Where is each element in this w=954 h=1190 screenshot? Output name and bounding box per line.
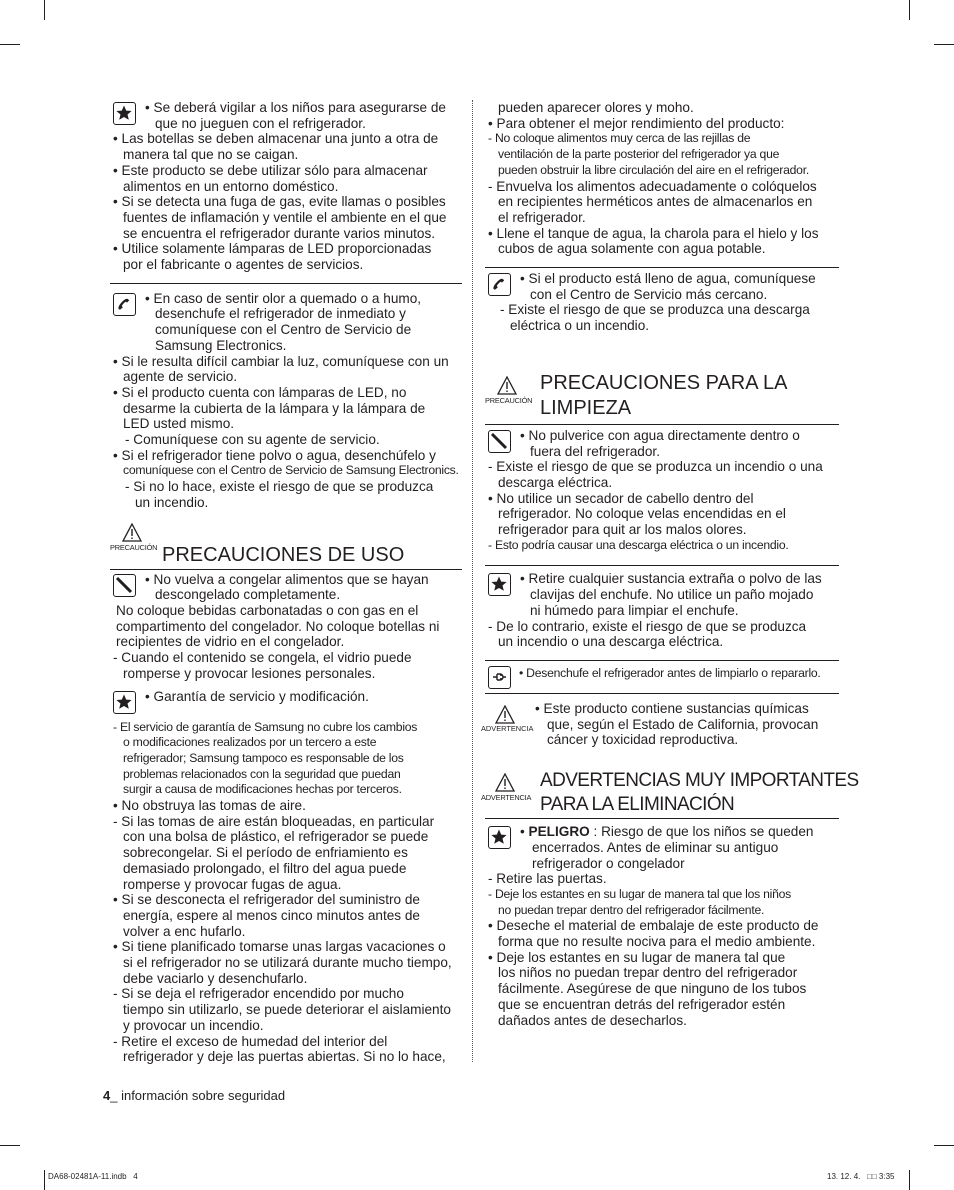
caution-label: PRECAUCIÓN: [110, 542, 158, 552]
text-line: • Este producto se debe utilizar sólo para almacenar: [113, 162, 428, 178]
text-line: • En caso de sentir olor a quemado o a humo,: [145, 290, 422, 306]
text-line: - Envuelva los alimentos adecuadamente o colóquelos: [488, 178, 817, 194]
crop-mark: [934, 44, 954, 45]
text-line: fuera del refrigerador.: [530, 443, 660, 459]
text-line: se encuentra el refrigerador durante varios minutos.: [123, 225, 436, 241]
slug-right: 13. 12. 4. □□ 3:35: [827, 1172, 895, 1181]
text-line: por el fabricante o agentes de servicios.: [123, 257, 364, 273]
text-line: • Deje los estantes en su lugar de manera tal que: [488, 949, 786, 965]
text-line: • Si le resulta difícil cambiar la luz, comuníquese con un: [113, 353, 449, 369]
text-line: No coloque bebidas carbonatadas o con gas en el: [116, 602, 419, 618]
crop-mark: [909, 0, 910, 20]
right-block-4: [485, 571, 839, 650]
text-line: LED usted mismo.: [123, 416, 235, 432]
section-title: PRECAUCIONES DE USO: [162, 543, 405, 566]
text-line: y provocar un incendio.: [123, 1017, 264, 1033]
text-line: refrigerador y deje las puertas abiertas. Si no lo hace,: [123, 1049, 446, 1065]
warning-icon: [495, 705, 515, 724]
crop-mark: [909, 1170, 910, 1190]
text-line: • No obstruya las tomas de aire.: [113, 798, 306, 814]
text-line: • Si el producto está lleno de agua, comuníquese: [520, 271, 816, 287]
text-line: fuentes de inflamación y ventile el ambiente en el que: [123, 209, 447, 225]
column-divider: [472, 100, 473, 1062]
text-line: • Utilice solamente lámparas de LED proporcionadas: [113, 241, 432, 257]
text-line: manera tal que no se caigan.: [123, 147, 299, 163]
section-title: PRECAUCIONES PARA LA: [540, 371, 788, 394]
text-line: - De lo contrario, existe el riesgo de que se produzca: [488, 618, 807, 634]
warning-triangle: [481, 773, 532, 803]
text-line: pueden obstruir la libre circulación del aire en el refrigerador.: [498, 162, 809, 177]
text-line: • No utilice un secador de cabello dentro del: [488, 490, 754, 506]
text-line: ni húmedo para limpiar el enchufe.: [530, 602, 739, 618]
section-title: ADVERTENCIAS MUY IMPORTANTES: [540, 770, 859, 792]
section-title: PARA LA ELIMINACIÓN: [540, 794, 735, 816]
text-line: surgir a causa de modificaciones hechas por terceros.: [123, 782, 402, 797]
caution-label: PRECAUCIÓN: [485, 395, 533, 405]
text-line: refrigerador. No coloque velas encendidas en el: [498, 506, 786, 522]
text-line: comuníquese con el Centro de Servicio de Samsung Electronics.: [123, 463, 459, 478]
right-block-7: [485, 824, 839, 1028]
bullet: •: [520, 824, 529, 840]
star-icon: [488, 826, 511, 849]
caution-triangle: [485, 376, 533, 405]
crop-mark: [0, 1145, 20, 1146]
text-line: - El servicio de garantía de Samsung no cubre los cambios: [113, 719, 418, 734]
text-line: debe vaciarlo y desenchufarlo.: [123, 970, 308, 986]
text-line: • Retire cualquier sustancia extraña o polvo de las: [520, 571, 822, 587]
star-icon: [113, 691, 136, 714]
divider: [485, 660, 839, 661]
text-line: • Las botellas se deben almacenar una junto a otra de: [113, 131, 439, 147]
text-line: - Deje los estantes en su lugar de manera tal que los niños: [488, 886, 791, 901]
section-title: LIMPIEZA: [540, 396, 632, 419]
left-block-3: [110, 572, 462, 682]
text-line: fácilmente. Asegúrese de que ninguno de los tubos: [498, 981, 807, 997]
peligro-label: PELIGRO: [528, 824, 590, 840]
crop-mark: [44, 1170, 45, 1190]
text-line: - Esto podría causar una descarga eléctrica o un incendio.: [488, 537, 789, 552]
left-block-1: [110, 100, 462, 273]
text-line: eléctrica o un incendio.: [510, 318, 650, 334]
right-block-2: [485, 271, 839, 334]
text-line: que no jueguen con el refrigerador.: [155, 115, 366, 131]
text-line: • Si el refrigerador tiene polvo o agua, desenchúfelo y: [113, 447, 436, 463]
text-line: con una bolsa de plástico, el refrigerador se puede: [123, 829, 429, 845]
footer-text: _ información sobre seguridad: [110, 1088, 286, 1103]
warning-label: ADVERTENCIA: [481, 723, 534, 733]
text-line: un incendio.: [135, 494, 209, 510]
divider: [110, 283, 462, 284]
text-line: - No coloque alimentos muy cerca de las rejillas de: [488, 131, 751, 146]
text-line: agente de servicio.: [123, 369, 238, 385]
warning-triangle: [481, 705, 534, 733]
peligro-line: [485, 824, 839, 840]
text-line: tiempo sin utilizarlo, se puede deteriorar el aislamiento: [123, 1002, 451, 1018]
text-line: refrigerador o congelador: [532, 855, 685, 871]
text-line: si el refrigerador no se utilizará durante mucho tiempo,: [123, 955, 452, 971]
unplug-icon: [488, 666, 511, 689]
text-line: - Existe el riesgo de que se produzca una descarga: [500, 302, 810, 318]
warning-icon: [495, 773, 515, 792]
divider: [485, 267, 839, 268]
text-line: - Cuando el contenido se congela, el vidrio puede: [113, 650, 412, 666]
no-symbol-icon: [488, 430, 511, 453]
text-line: que se encuentran detrás del refrigerador estén: [498, 996, 786, 1012]
warning-icon: [497, 376, 517, 395]
text-line: • Garantía de servicio y modificación.: [145, 688, 369, 704]
divider: [485, 565, 839, 566]
warning-label: ADVERTENCIA: [481, 793, 532, 803]
divider: [485, 818, 839, 819]
text-line: - Existe el riesgo de que se produzca un incendio o una: [488, 459, 823, 475]
text-line: compartimento del congelador. No coloque botellas ni: [116, 618, 440, 634]
text-line: - Retire el exceso de humedad del interior del: [113, 1033, 388, 1049]
right-block-6: [481, 700, 839, 748]
text-line: cáncer y toxicidad reproductiva.: [547, 732, 739, 748]
text-line: no puedan trepar dentro del refrigerador fácilmente.: [498, 902, 765, 917]
text-line: - Si no lo hace, existe el riesgo de que se produzca: [125, 479, 434, 495]
text-line: romperse y provocar fugas de agua.: [123, 876, 342, 892]
text-line: • Desenchufe el refrigerador antes de limpiarlo o repararlo.: [519, 665, 821, 680]
divider: [485, 693, 839, 694]
divider: [110, 569, 462, 570]
text-line: energía, espere al menos cinco minutos antes de: [123, 907, 420, 923]
text-line: un incendio o una descarga eléctrica.: [498, 634, 724, 650]
text-line: romperse y provocar lesiones personales.: [123, 665, 376, 681]
text-line: • No vuelva a congelar alimentos que se hayan: [145, 571, 429, 587]
text-line: • Para obtener el mejor rendimiento del producto:: [488, 115, 785, 131]
text-line: • Este producto contiene sustancias químicas: [535, 700, 809, 716]
warning-icon: [122, 523, 142, 542]
text-line: el refrigerador.: [498, 209, 586, 225]
page-number: 4: [103, 1088, 111, 1103]
text-line: • Deseche el material de embalaje de este producto de: [488, 918, 819, 934]
text-line: en recipientes herméticos antes de almacenarlos en: [498, 194, 813, 210]
star-icon: [113, 102, 136, 125]
text-line: dañados antes de desecharlos.: [498, 1012, 687, 1028]
crop-mark: [0, 44, 20, 45]
slug-left: DA68-02481A-11.indb 4: [48, 1172, 138, 1181]
text-line: • Si el producto cuenta con lámparas de LED, no: [113, 384, 407, 400]
right-column: [481, 100, 859, 1028]
text-line: pueden aparecer olores y moho.: [498, 100, 694, 115]
text-line: o modificaciones realizados por un tercero a este: [123, 735, 377, 750]
text-line: • Si se desconecta el refrigerador del suministro de: [113, 892, 420, 908]
section-heading-advertencias-eliminacion: [481, 748, 859, 816]
right-block-1: [485, 100, 839, 257]
right-block-5: [485, 666, 839, 693]
text-line: clavijas del enchufe. No utilice un paño mojado: [530, 587, 814, 603]
text-line: cubos de agua solamente con agua potable.: [498, 241, 766, 257]
star-icon: [488, 573, 511, 596]
text-line: ventilación de la parte posterior del refrigerador ya que: [498, 147, 780, 162]
phone-icon: [488, 273, 511, 296]
section-heading-precauciones-uso: [110, 511, 462, 569]
text-line: demasiado prolongado, el filtro del agua puede: [123, 860, 407, 876]
text-line: desenchufe el refrigerador de inmediato y: [155, 306, 406, 322]
text-line: • Si tiene planificado tomarse unas largas vacaciones o: [113, 939, 446, 955]
text-line: - Retire las puertas.: [488, 871, 607, 887]
text-line: • No pulverice con agua directamente dentro o: [520, 427, 800, 443]
text-line: recipientes de vidrio en el congelador.: [116, 634, 345, 650]
crop-mark: [934, 1145, 954, 1146]
text-line: comuníquese con el Centro de Servicio de: [155, 322, 412, 338]
text-line: problemas relacionados con la seguridad que puedan: [123, 766, 401, 781]
text-line: los niños no puedan trepar dentro del refrigerador: [498, 965, 798, 981]
text-line: • Si se detecta una fuga de gas, evite llamas o posibles: [113, 194, 446, 210]
text-line: refrigerador para quit ar los malos olores.: [498, 522, 747, 538]
text-line: - Comuníquese con su agente de servicio.: [125, 432, 380, 448]
left-block-5: [110, 720, 462, 1065]
text-line: que, según el Estado de California, provocan: [547, 716, 819, 732]
text-line: sobrecongelar. Si el período de enfriamiento es: [123, 845, 408, 861]
text-line: - Si las tomas de aire están bloqueadas, en particular: [113, 813, 435, 829]
text-line: desarme la cubierta de la lámpara y la lámpara de: [123, 400, 426, 416]
text-line: descongelado completamente.: [155, 587, 341, 603]
no-symbol-icon: [113, 574, 136, 597]
text-line: - Si se deja el refrigerador encendido por mucho: [113, 986, 404, 1002]
left-block-4: [110, 689, 462, 720]
text-line: • Se deberá vigilar a los niños para asegurarse de: [145, 100, 446, 115]
divider: [485, 424, 839, 425]
text-line: • Llene el tanque de agua, la charola para el hielo y los: [488, 225, 819, 241]
text-line: volver a enc hufarlo.: [123, 923, 246, 939]
text-line: descarga eléctrica.: [498, 474, 613, 490]
text-line: Samsung Electronics.: [155, 337, 287, 353]
left-block-2: [110, 291, 462, 511]
text-line: refrigerador; Samsung tampoco es responsable de los: [123, 750, 404, 765]
right-block-3: [485, 428, 839, 554]
peligro-text: : Riesgo de que los niños se queden: [589, 824, 814, 840]
text-line: encerrados. Antes de eliminar su antiguo: [532, 839, 779, 855]
page-footer: [103, 1087, 285, 1105]
left-column: [110, 100, 462, 1065]
caution-triangle: [110, 523, 158, 552]
crop-mark: [44, 0, 45, 20]
phone-icon: [113, 293, 136, 316]
section-heading-precauciones-limpieza: [485, 334, 839, 420]
text-line: forma que no resulte nociva para el medio ambiente.: [498, 934, 816, 950]
text-line: alimentos en un entorno doméstico.: [123, 178, 339, 194]
text-line: con el Centro de Servicio más cercano.: [530, 286, 768, 302]
